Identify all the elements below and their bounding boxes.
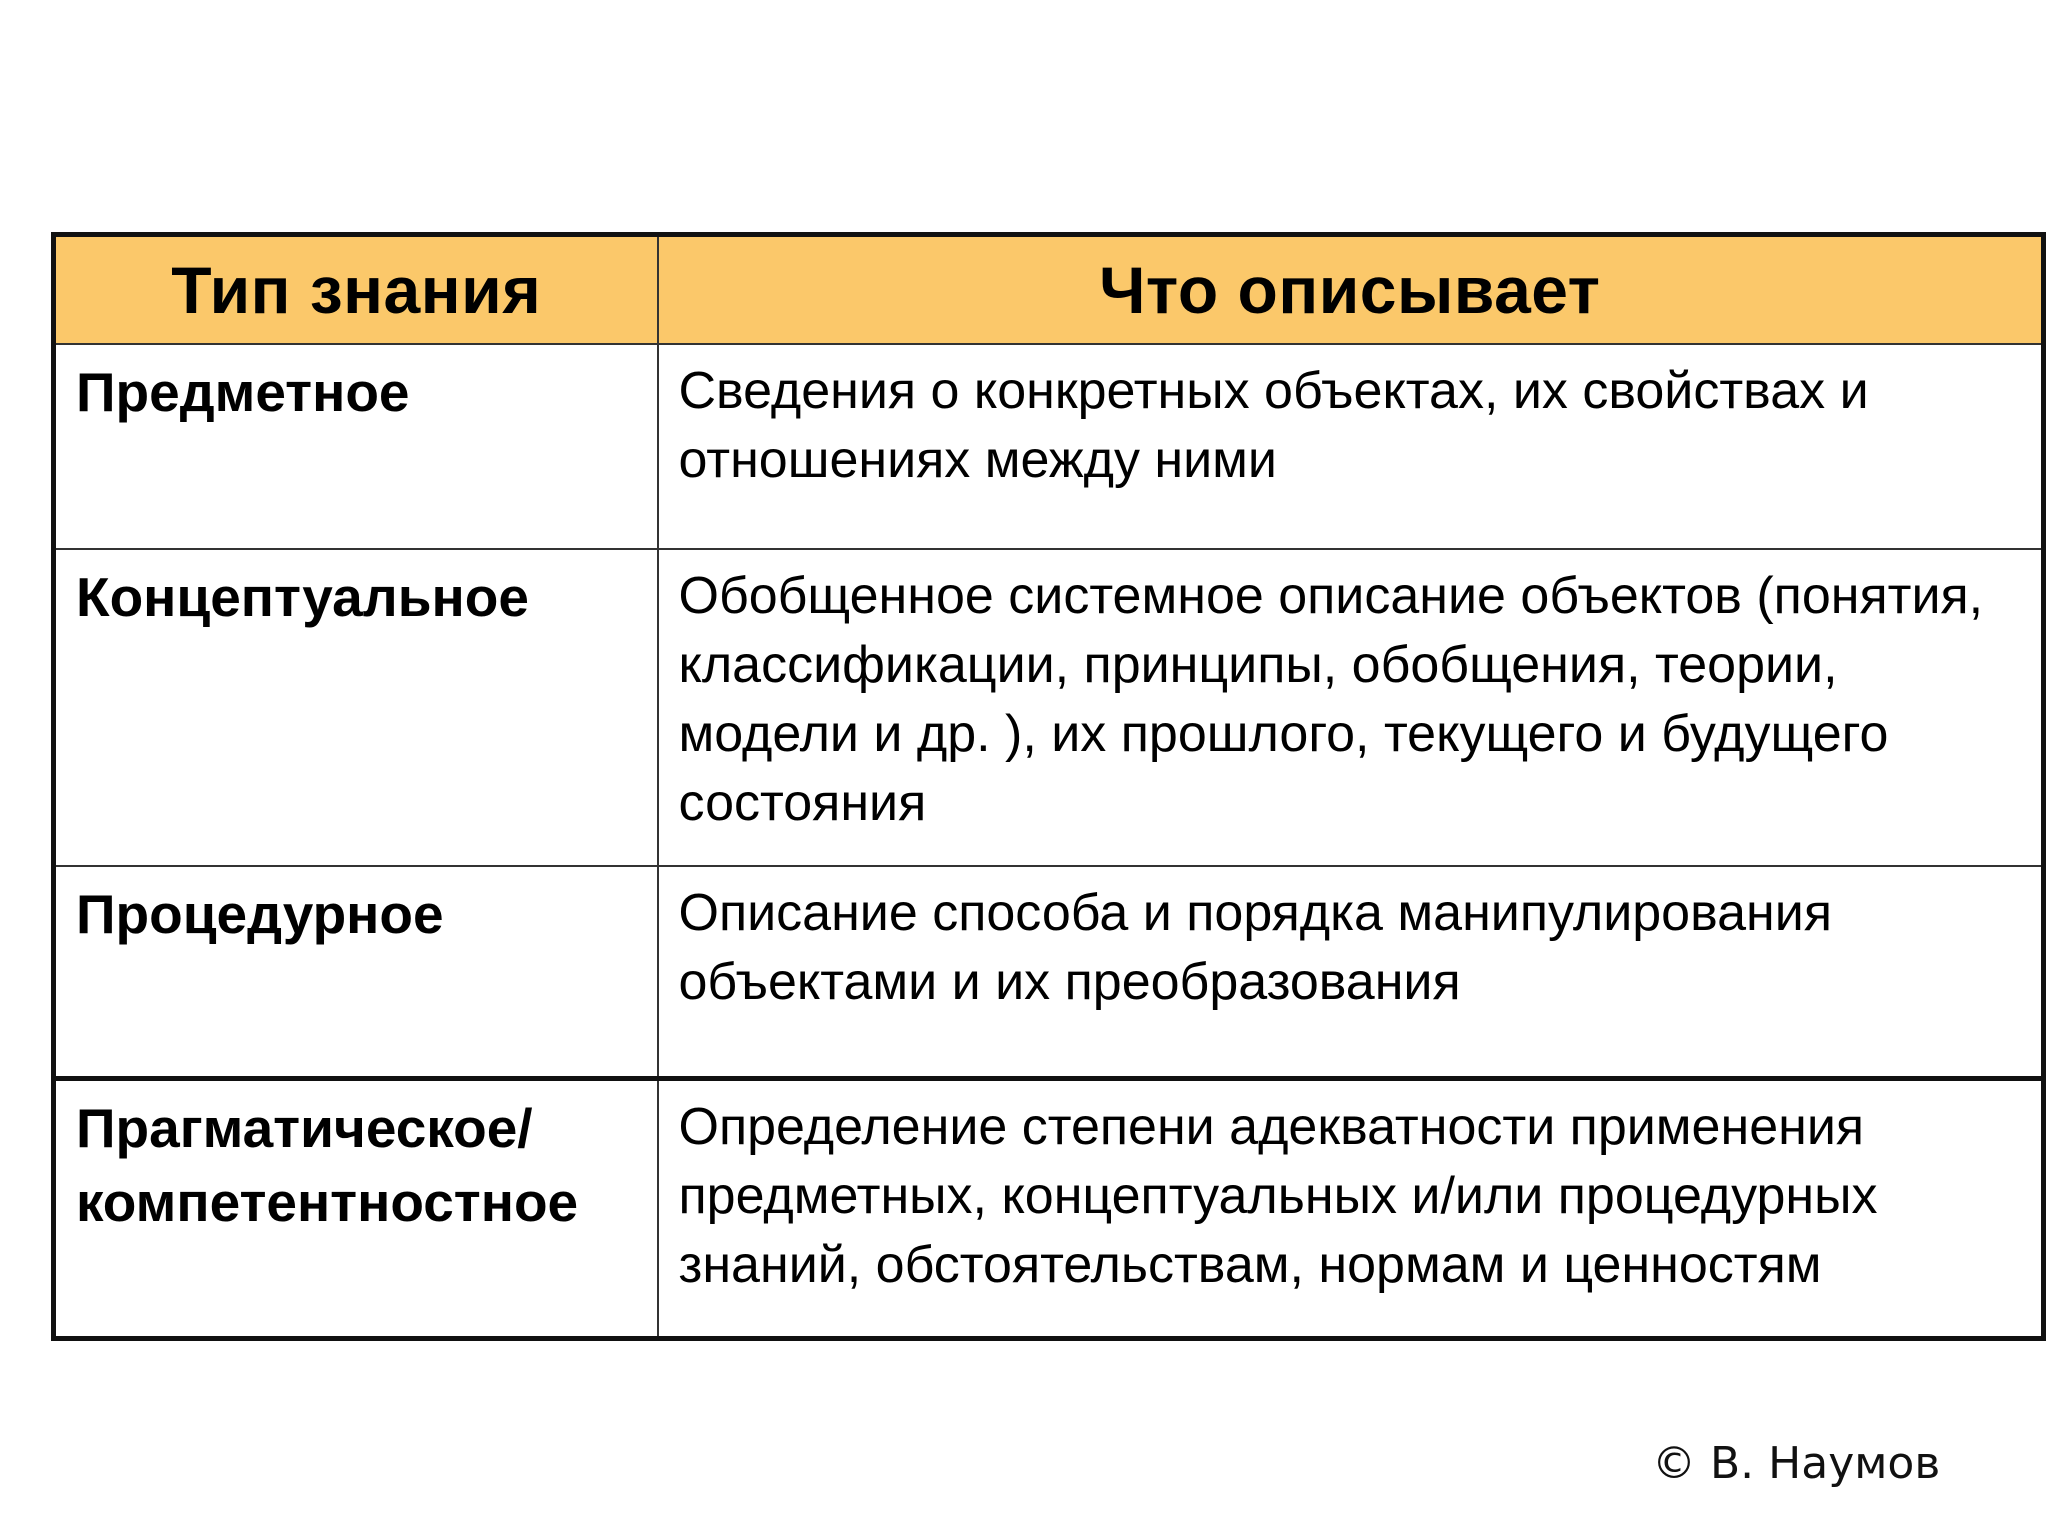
- description-cell: Определение степени адекватности применения предметных, концептуальных и/или процедурных знаний, обстоятельствам, нормам и ценностям: [658, 1079, 2044, 1339]
- knowledge-type-cell: Процедурное: [54, 866, 658, 1079]
- header-knowledge-type: Тип знания: [54, 235, 658, 345]
- copyright-notice: © В. Наумов: [1652, 1438, 1941, 1489]
- header-what-it-describes: Что описывает: [658, 235, 2044, 345]
- table-row: [54, 344, 2044, 549]
- table-row: [54, 549, 2044, 866]
- knowledge-type-cell: Концептуальное: [54, 549, 658, 866]
- table-row: [54, 866, 2044, 1079]
- table-row: [54, 1079, 2044, 1339]
- description-cell: Сведения о конкретных объектах, их свойствах и отношениях между ними: [658, 344, 2044, 549]
- knowledge-type-cell: Прагматическое/ компетентностное: [54, 1079, 658, 1339]
- table-header-row: [54, 235, 2044, 345]
- description-cell: Описание способа и порядка манипулирования объектами и их преобразования: [658, 866, 2044, 1079]
- description-cell: Обобщенное системное описание объектов (понятия, классификации, принципы, обобщения, теории, модели и др. ), их прошлого, текущего и будущего состояния: [658, 549, 2044, 866]
- knowledge-type-cell: Предметное: [54, 344, 658, 549]
- knowledge-types-table: [51, 232, 2046, 1341]
